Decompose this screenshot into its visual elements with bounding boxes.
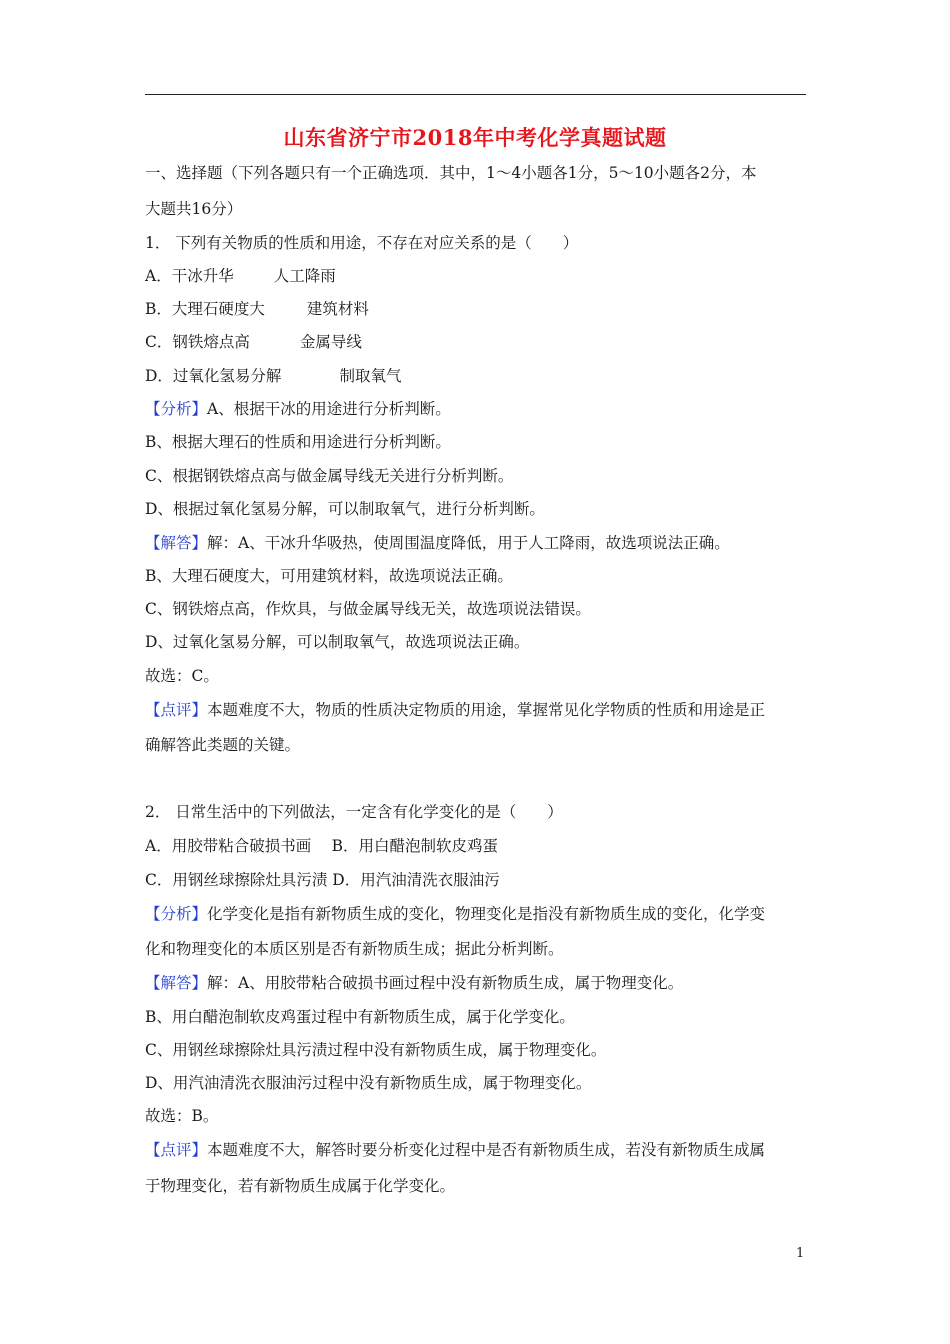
q1-answer-line: D、过氧化氢易分解，可以制取氧气，故选项说法正确。 bbox=[145, 633, 530, 651]
section-heading-line-1: 一、选择题（下列各题只有一个正确选项．其中，1～4小题各1分，5～10小题各2分，本 bbox=[145, 164, 757, 182]
q1-option-c: C．钢铁熔点高 金属导线 bbox=[145, 333, 362, 351]
q2-options-line: C．用钢丝球擦除灶具污渍 D．用汽油清洗衣服油污 bbox=[145, 871, 500, 889]
q1-answer-line: C、钢铁熔点高，作炊具，与做金属导线无关，故选项说法错误。 bbox=[145, 600, 591, 618]
q1-option-a: A．干冰升华 人工降雨 bbox=[145, 267, 336, 285]
section-heading-line-2: 大题共16分） bbox=[145, 200, 243, 218]
q2-analysis-line: 【分析】化学变化是指有新物质生成的变化，物理变化是指没有新物质生成的变化，化学变 bbox=[145, 905, 766, 923]
q1-answer-line: 【解答】解：A、干冰升华吸热，使周围温度降低，用于人工降雨，故选项说法正确。 bbox=[145, 534, 730, 552]
answer-tag: 【解答】 bbox=[145, 534, 208, 552]
question-2-stem: 2． 日常生活中的下列做法，一定含有化学变化的是（ ） bbox=[145, 803, 563, 821]
page-title: 山东省济宁市2018年中考化学真题试题 bbox=[283, 125, 667, 150]
q1-option-d: D．过氧化氢易分解 制取氧气 bbox=[145, 367, 402, 385]
q2-answer-line: 【解答】解：A、用胶带粘合破损书画过程中没有新物质生成，属于物理变化。 bbox=[145, 974, 684, 992]
q1-option-b: B．大理石硬度大 建筑材料 bbox=[145, 300, 369, 318]
q2-answer-line: 故选：B。 bbox=[145, 1107, 219, 1125]
q1-analysis-line: D、根据过氧化氢易分解，可以制取氧气，进行分析判断。 bbox=[145, 500, 545, 518]
header-rule bbox=[145, 94, 806, 95]
analysis-tag: 【分析】 bbox=[145, 905, 208, 923]
q2-analysis-line: 化和物理变化的本质区别是否有新物质生成；据此分析判断。 bbox=[145, 940, 564, 958]
comment-tag: 【点评】 bbox=[145, 1141, 208, 1159]
page-number: 1 bbox=[796, 1246, 805, 1261]
q2-answer-line: B、用白醋泡制软皮鸡蛋过程中有新物质生成，属于化学变化。 bbox=[145, 1008, 575, 1026]
question-1-stem: 1． 下列有关物质的性质和用途，不存在对应关系的是（ ） bbox=[145, 234, 579, 252]
q1-answer-line: 故选：C。 bbox=[145, 667, 219, 685]
q2-answer-line: D、用汽油清洗衣服油污过程中没有新物质生成，属于物理变化。 bbox=[145, 1074, 592, 1092]
q1-analysis-line: C、根据钢铁熔点高与做金属导线无关进行分析判断。 bbox=[145, 467, 514, 485]
q2-comment-line: 【点评】本题难度不大，解答时要分析变化过程中是否有新物质生成，若没有新物质生成属 bbox=[145, 1141, 766, 1159]
q1-answer-line: B、大理石硬度大，可用建筑材料，故选项说法正确。 bbox=[145, 567, 513, 585]
q1-analysis-line: 【分析】A、根据干冰的用途进行分析判断。 bbox=[145, 400, 451, 418]
answer-tag: 【解答】 bbox=[145, 974, 208, 992]
analysis-tag: 【分析】 bbox=[145, 400, 208, 418]
q2-options-line: A．用胶带粘合破损书画 B．用白醋泡制软皮鸡蛋 bbox=[145, 837, 499, 855]
q1-analysis-line: B、根据大理石的性质和用途进行分析判断。 bbox=[145, 433, 451, 451]
q2-answer-line: C、用钢丝球擦除灶具污渍过程中没有新物质生成，属于物理变化。 bbox=[145, 1041, 607, 1059]
q1-comment-line: 确解答此类题的关键。 bbox=[145, 736, 301, 754]
q1-comment-line: 【点评】本题难度不大，物质的性质决定物质的用途，掌握常见化学物质的性质和用途是正 bbox=[145, 701, 766, 719]
comment-tag: 【点评】 bbox=[145, 701, 208, 719]
q2-comment-line: 于物理变化，若有新物质生成属于化学变化。 bbox=[145, 1177, 456, 1195]
